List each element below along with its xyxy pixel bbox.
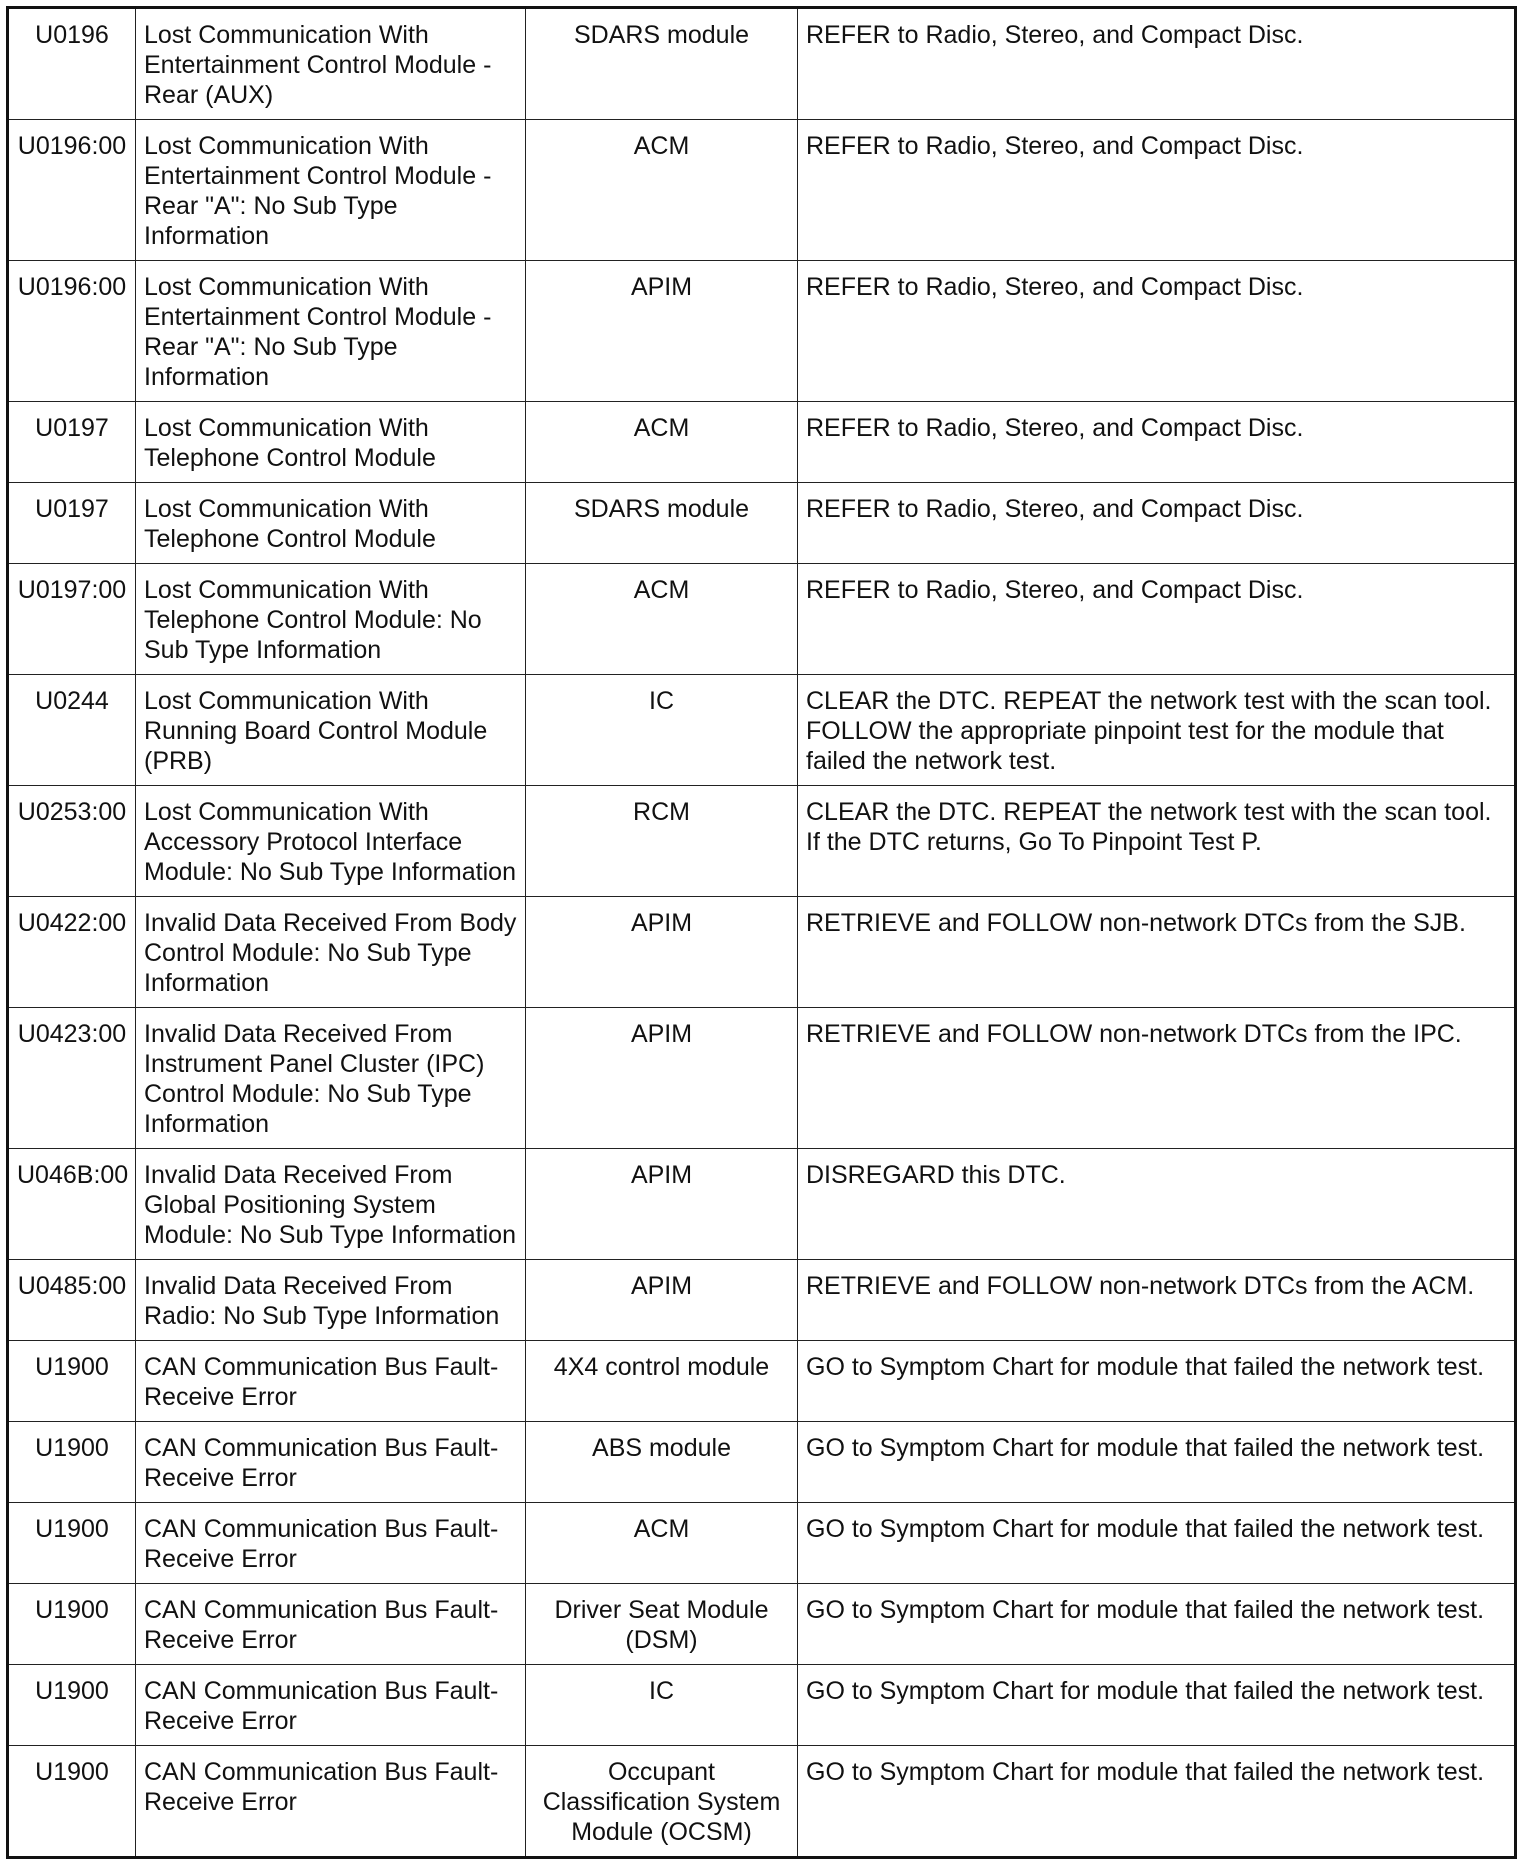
dtc-action-cell: CLEAR the DTC. REPEAT the network test with the scan tool. If the DTC returns, Go To Pinpoint Test P. — [798, 786, 1516, 897]
dtc-description-cell: Lost Communication With Accessory Protocol Interface Module: No Sub Type Information — [136, 786, 526, 897]
dtc-code-cell: U1900 — [8, 1584, 136, 1665]
dtc-action-cell: REFER to Radio, Stereo, and Compact Disc. — [798, 402, 1516, 483]
dtc-description-cell: CAN Communication Bus Fault-Receive Error — [136, 1746, 526, 1858]
table-row — [8, 402, 1516, 483]
dtc-action-cell: RETRIEVE and FOLLOW non-network DTCs from the SJB. — [798, 897, 1516, 1008]
dtc-description-cell: Invalid Data Received From Radio: No Sub Type Information — [136, 1260, 526, 1341]
dtc-action-cell: CLEAR the DTC. REPEAT the network test with the scan tool. FOLLOW the appropriate pinpoint test for the module that failed the network test. — [798, 675, 1516, 786]
dtc-description-cell: Invalid Data Received From Instrument Panel Cluster (IPC) Control Module: No Sub Type Information — [136, 1008, 526, 1149]
table-row — [8, 786, 1516, 897]
dtc-code-cell: U0196:00 — [8, 261, 136, 402]
dtc-code-cell: U0197 — [8, 402, 136, 483]
dtc-code-cell: U1900 — [8, 1422, 136, 1503]
dtc-source-module-cell: ACM — [526, 1503, 798, 1584]
dtc-code-cell: U0196 — [8, 8, 136, 120]
dtc-description-cell: CAN Communication Bus Fault-Receive Error — [136, 1503, 526, 1584]
dtc-code-cell: U0485:00 — [8, 1260, 136, 1341]
dtc-source-module-cell: APIM — [526, 1260, 798, 1341]
table-row — [8, 1008, 1516, 1149]
table-row — [8, 8, 1516, 120]
dtc-description-cell: CAN Communication Bus Fault-Receive Error — [136, 1422, 526, 1503]
table-row — [8, 1665, 1516, 1746]
dtc-code-cell: U1900 — [8, 1665, 136, 1746]
dtc-action-cell: REFER to Radio, Stereo, and Compact Disc. — [798, 483, 1516, 564]
dtc-action-cell: GO to Symptom Chart for module that failed the network test. — [798, 1746, 1516, 1858]
table-row — [8, 897, 1516, 1008]
dtc-action-cell: RETRIEVE and FOLLOW non-network DTCs from the ACM. — [798, 1260, 1516, 1341]
table-row — [8, 1341, 1516, 1422]
dtc-action-cell: GO to Symptom Chart for module that failed the network test. — [798, 1665, 1516, 1746]
dtc-source-module-cell: RCM — [526, 786, 798, 897]
table-row — [8, 261, 1516, 402]
dtc-action-cell: RETRIEVE and FOLLOW non-network DTCs from the IPC. — [798, 1008, 1516, 1149]
dtc-description-cell: Lost Communication With Entertainment Control Module - Rear "A": No Sub Type Information — [136, 120, 526, 261]
dtc-source-module-cell: ACM — [526, 120, 798, 261]
document-page — [6, 6, 1514, 1859]
dtc-source-module-cell: Occupant Classification System Module (OCSM) — [526, 1746, 798, 1858]
dtc-description-cell: Lost Communication With Entertainment Control Module - Rear "A": No Sub Type Information — [136, 261, 526, 402]
table-row — [8, 1503, 1516, 1584]
dtc-source-module-cell: APIM — [526, 1008, 798, 1149]
table-row — [8, 1422, 1516, 1503]
dtc-code-cell: U0253:00 — [8, 786, 136, 897]
dtc-code-cell: U0197:00 — [8, 564, 136, 675]
dtc-table-body — [8, 8, 1516, 1858]
dtc-source-module-cell: APIM — [526, 261, 798, 402]
table-row — [8, 1584, 1516, 1665]
dtc-source-module-cell: 4X4 control module — [526, 1341, 798, 1422]
dtc-source-module-cell: IC — [526, 1665, 798, 1746]
dtc-action-cell: GO to Symptom Chart for module that failed the network test. — [798, 1422, 1516, 1503]
dtc-code-cell: U1900 — [8, 1746, 136, 1858]
table-row — [8, 1746, 1516, 1858]
dtc-action-cell: GO to Symptom Chart for module that failed the network test. — [798, 1584, 1516, 1665]
dtc-code-cell: U1900 — [8, 1341, 136, 1422]
dtc-code-cell: U0197 — [8, 483, 136, 564]
table-row — [8, 564, 1516, 675]
table-row — [8, 120, 1516, 261]
table-row — [8, 675, 1516, 786]
table-row — [8, 1149, 1516, 1260]
dtc-source-module-cell: SDARS module — [526, 483, 798, 564]
dtc-source-module-cell: Driver Seat Module (DSM) — [526, 1584, 798, 1665]
dtc-code-cell: U1900 — [8, 1503, 136, 1584]
table-row — [8, 1260, 1516, 1341]
dtc-code-cell: U0423:00 — [8, 1008, 136, 1149]
dtc-description-cell: Lost Communication With Telephone Control Module — [136, 483, 526, 564]
dtc-action-cell: REFER to Radio, Stereo, and Compact Disc. — [798, 564, 1516, 675]
dtc-source-module-cell: ABS module — [526, 1422, 798, 1503]
dtc-source-module-cell: SDARS module — [526, 8, 798, 120]
dtc-code-cell: U0422:00 — [8, 897, 136, 1008]
dtc-action-cell: REFER to Radio, Stereo, and Compact Disc. — [798, 261, 1516, 402]
dtc-description-cell: CAN Communication Bus Fault-Receive Error — [136, 1584, 526, 1665]
dtc-source-module-cell: IC — [526, 675, 798, 786]
dtc-source-module-cell: APIM — [526, 1149, 798, 1260]
dtc-description-cell: Invalid Data Received From Global Positioning System Module: No Sub Type Information — [136, 1149, 526, 1260]
dtc-table — [6, 6, 1517, 1859]
dtc-source-module-cell: ACM — [526, 402, 798, 483]
dtc-description-cell: Invalid Data Received From Body Control Module: No Sub Type Information — [136, 897, 526, 1008]
dtc-code-cell: U046B:00 — [8, 1149, 136, 1260]
dtc-description-cell: Lost Communication With Telephone Control Module: No Sub Type Information — [136, 564, 526, 675]
dtc-action-cell: REFER to Radio, Stereo, and Compact Disc. — [798, 8, 1516, 120]
dtc-source-module-cell: APIM — [526, 897, 798, 1008]
table-row — [8, 483, 1516, 564]
dtc-code-cell: U0196:00 — [8, 120, 136, 261]
dtc-action-cell: REFER to Radio, Stereo, and Compact Disc. — [798, 120, 1516, 261]
dtc-action-cell: GO to Symptom Chart for module that failed the network test. — [798, 1503, 1516, 1584]
dtc-description-cell: CAN Communication Bus Fault-Receive Error — [136, 1341, 526, 1422]
dtc-description-cell: Lost Communication With Running Board Control Module (PRB) — [136, 675, 526, 786]
dtc-description-cell: CAN Communication Bus Fault-Receive Error — [136, 1665, 526, 1746]
dtc-action-cell: DISREGARD this DTC. — [798, 1149, 1516, 1260]
dtc-code-cell: U0244 — [8, 675, 136, 786]
dtc-source-module-cell: ACM — [526, 564, 798, 675]
dtc-description-cell: Lost Communication With Entertainment Control Module - Rear (AUX) — [136, 8, 526, 120]
dtc-action-cell: GO to Symptom Chart for module that failed the network test. — [798, 1341, 1516, 1422]
dtc-description-cell: Lost Communication With Telephone Control Module — [136, 402, 526, 483]
